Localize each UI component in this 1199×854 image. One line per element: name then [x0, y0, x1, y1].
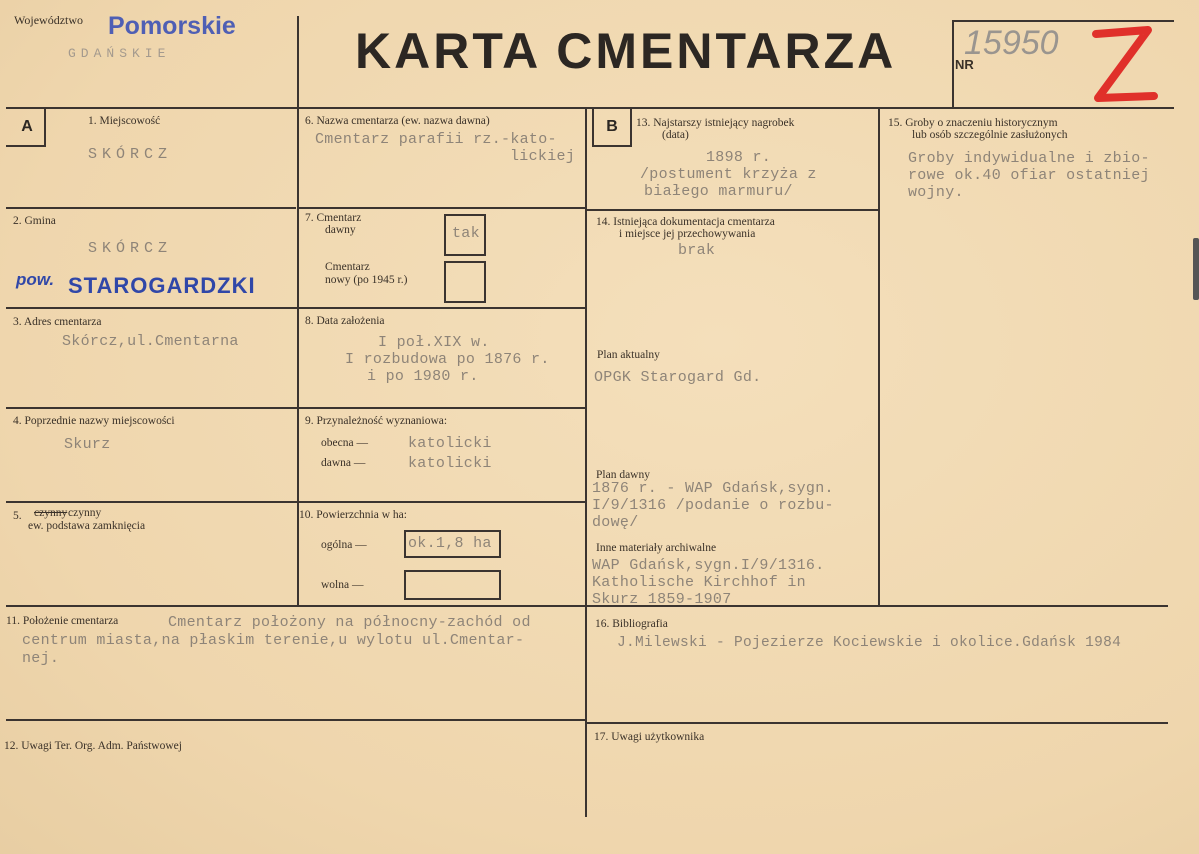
- field-10-ogolna-value: ok.1,8 ha: [408, 535, 492, 552]
- divider: [952, 20, 1174, 22]
- field-6-label: 6. Nazwa cmentarza (ew. nazwa dawna): [305, 115, 490, 127]
- divider: [6, 307, 586, 309]
- binder-clip: [1193, 238, 1199, 300]
- field-11-value-line3: nej.: [22, 650, 60, 667]
- field-10-wolna-label: wolna —: [321, 579, 364, 591]
- field-14-label: 14. Istniejąca dokumentacja cmentarza: [596, 216, 775, 228]
- section-a-letter: A: [21, 118, 33, 135]
- divider: [878, 107, 880, 607]
- plan-dawny-line2: I/9/1316 /podanie o rozbu-: [592, 497, 834, 514]
- field-8-label: 8. Data założenia: [305, 315, 385, 327]
- inne-materialy-line2: Katholische Kirchhof in: [592, 574, 806, 591]
- field-9-dawna-label: dawna —: [321, 457, 366, 469]
- field-11-value-line1: Cmentarz położony na północny-zachód od: [168, 614, 531, 631]
- divider: [6, 501, 586, 503]
- field-5-label-line2: ew. podstawa zamknięcia: [28, 520, 146, 532]
- plan-dawny-line1: 1876 r. - WAP Gdańsk,sygn.: [592, 480, 834, 497]
- field-15-value-line1: Groby indywidualne i zbio-: [908, 150, 1150, 167]
- field-1-label: 1. Miejscowość: [88, 115, 161, 127]
- plan-dawny-label: Plan dawny: [596, 469, 650, 481]
- plan-dawny-line3: dowę/: [592, 514, 639, 531]
- field-14-label-line2: i miejsce jej przechowywania: [619, 228, 756, 240]
- field-10-ogolna-label: ogólna —: [321, 539, 367, 551]
- page-title: KARTA CMENTARZA: [355, 23, 897, 79]
- divider: [298, 207, 585, 209]
- divider: [586, 209, 878, 211]
- section-b-letter: B: [606, 118, 618, 135]
- wolna-area-field[interactable]: [404, 570, 501, 600]
- field-3-label: 3. Adres cmentarza: [13, 316, 102, 328]
- field-2-label: 2. Gmina: [13, 215, 56, 227]
- field-11-label: 11. Położenie cmentarza: [6, 615, 119, 627]
- field-5-crossed: czynny: [34, 507, 68, 519]
- field-9-dawna-value: katolicki: [408, 455, 492, 472]
- field-15-label-line2: lub osób szczególnie zasłużonych: [912, 129, 1068, 141]
- field-10-label: 10. Powierzchnia w ha:: [299, 509, 407, 521]
- field-2-value: SKÓRCZ: [88, 240, 173, 257]
- field-11-value-line2: centrum miasta,na płaskim terenie,u wylotu ul.Cmentar-: [22, 632, 525, 649]
- field-4-value: Skurz: [64, 436, 111, 453]
- divider: [6, 107, 1174, 109]
- field-8-value-line1: I poł.XIX w.: [378, 334, 490, 351]
- inne-materialy-label: Inne materiały archiwalne: [596, 542, 717, 554]
- divider: [6, 207, 296, 209]
- field-8-value-line3: i po 1980 r.: [367, 368, 479, 385]
- field-9-obecna-value: katolicki: [408, 435, 492, 452]
- nr-value: 15950: [964, 24, 1059, 62]
- field-9-obecna-label: obecna —: [321, 437, 368, 449]
- field-3-value: Skórcz,ul.Cmentarna: [62, 333, 239, 350]
- wojewodztwo-stamp: Pomorskie: [108, 12, 236, 40]
- wojewodztwo-label: Województwo: [14, 13, 84, 27]
- cmentarz-nowy-checkbox[interactable]: [444, 261, 486, 303]
- field-13-value-line2: /postument krzyża z: [640, 166, 817, 183]
- inne-materialy-line3: Skurz 1859-1907: [592, 591, 732, 608]
- field-6-value-line2: lickiej: [510, 148, 576, 165]
- field-13-label: 13. Najstarszy istniejący nagrobek: [636, 117, 795, 129]
- wojewodztwo-old-value: GDAŃSKIE: [68, 46, 171, 61]
- divider: [6, 407, 586, 409]
- nr-label: NR: [955, 57, 974, 72]
- field-6-value-line1: Cmentarz parafii rz.-kato-: [315, 131, 557, 148]
- field-12-label: 12. Uwagi Ter. Org. Adm. Państwowej: [4, 740, 182, 752]
- category-mark: [1082, 24, 1162, 108]
- field-5-number: 5.: [13, 510, 22, 522]
- field-7-label-line2: dawny: [325, 224, 356, 236]
- field-9-label: 9. Przynależność wyznaniowa:: [305, 415, 448, 427]
- field-13-value-line1: 1898 r.: [706, 149, 772, 166]
- category-z-text: Z: [1082, 24, 1083, 25]
- plan-aktualny-label: Plan aktualny: [597, 349, 660, 361]
- field-7-label: 7. Cmentarz: [305, 212, 362, 224]
- divider: [6, 719, 586, 721]
- field-16-value: J.Milewski - Pojezierze Kociewskie i okolice.Gdańsk 1984: [617, 635, 1122, 651]
- powiat-stamp-prefix: pow.: [16, 270, 55, 289]
- divider: [585, 107, 587, 817]
- inne-materialy-line1: WAP Gdańsk,sygn.I/9/1316.: [592, 557, 825, 574]
- field-15-label: 15. Groby o znaczeniu historycznym: [888, 117, 1058, 129]
- field-4-label: 4. Poprzednie nazwy miejscowości: [13, 415, 175, 427]
- divider: [952, 20, 954, 108]
- field-1-value: SKÓRCZ: [88, 146, 173, 163]
- field-13-value-line3: białego marmuru/: [644, 183, 793, 200]
- field-15-value-line2: rowe ok.40 ofiar ostatniej: [908, 167, 1150, 184]
- plan-aktualny-value: OPGK Starogard Gd.: [594, 369, 762, 386]
- divider: [586, 722, 1168, 724]
- field-17-label: 17. Uwagi użytkownika: [594, 731, 705, 743]
- field-7-value: tak: [452, 225, 480, 242]
- category-z-glyph: [1096, 30, 1154, 98]
- field-8-value-line2: I rozbudowa po 1876 r.: [345, 351, 550, 368]
- field-7-nowy-label-line2: nowy (po 1945 r.): [325, 274, 408, 286]
- field-16-label: 16. Bibliografia: [595, 618, 668, 630]
- field-5-label: czynny: [68, 507, 102, 519]
- field-7-nowy-label: Cmentarz: [325, 261, 370, 273]
- divider: [6, 605, 1168, 607]
- field-15-value-line3: wojny.: [908, 184, 964, 201]
- field-13-label-line2: (data): [662, 129, 689, 141]
- field-14-value: brak: [678, 242, 716, 259]
- powiat-stamp-value: STAROGARDZKI: [68, 273, 256, 298]
